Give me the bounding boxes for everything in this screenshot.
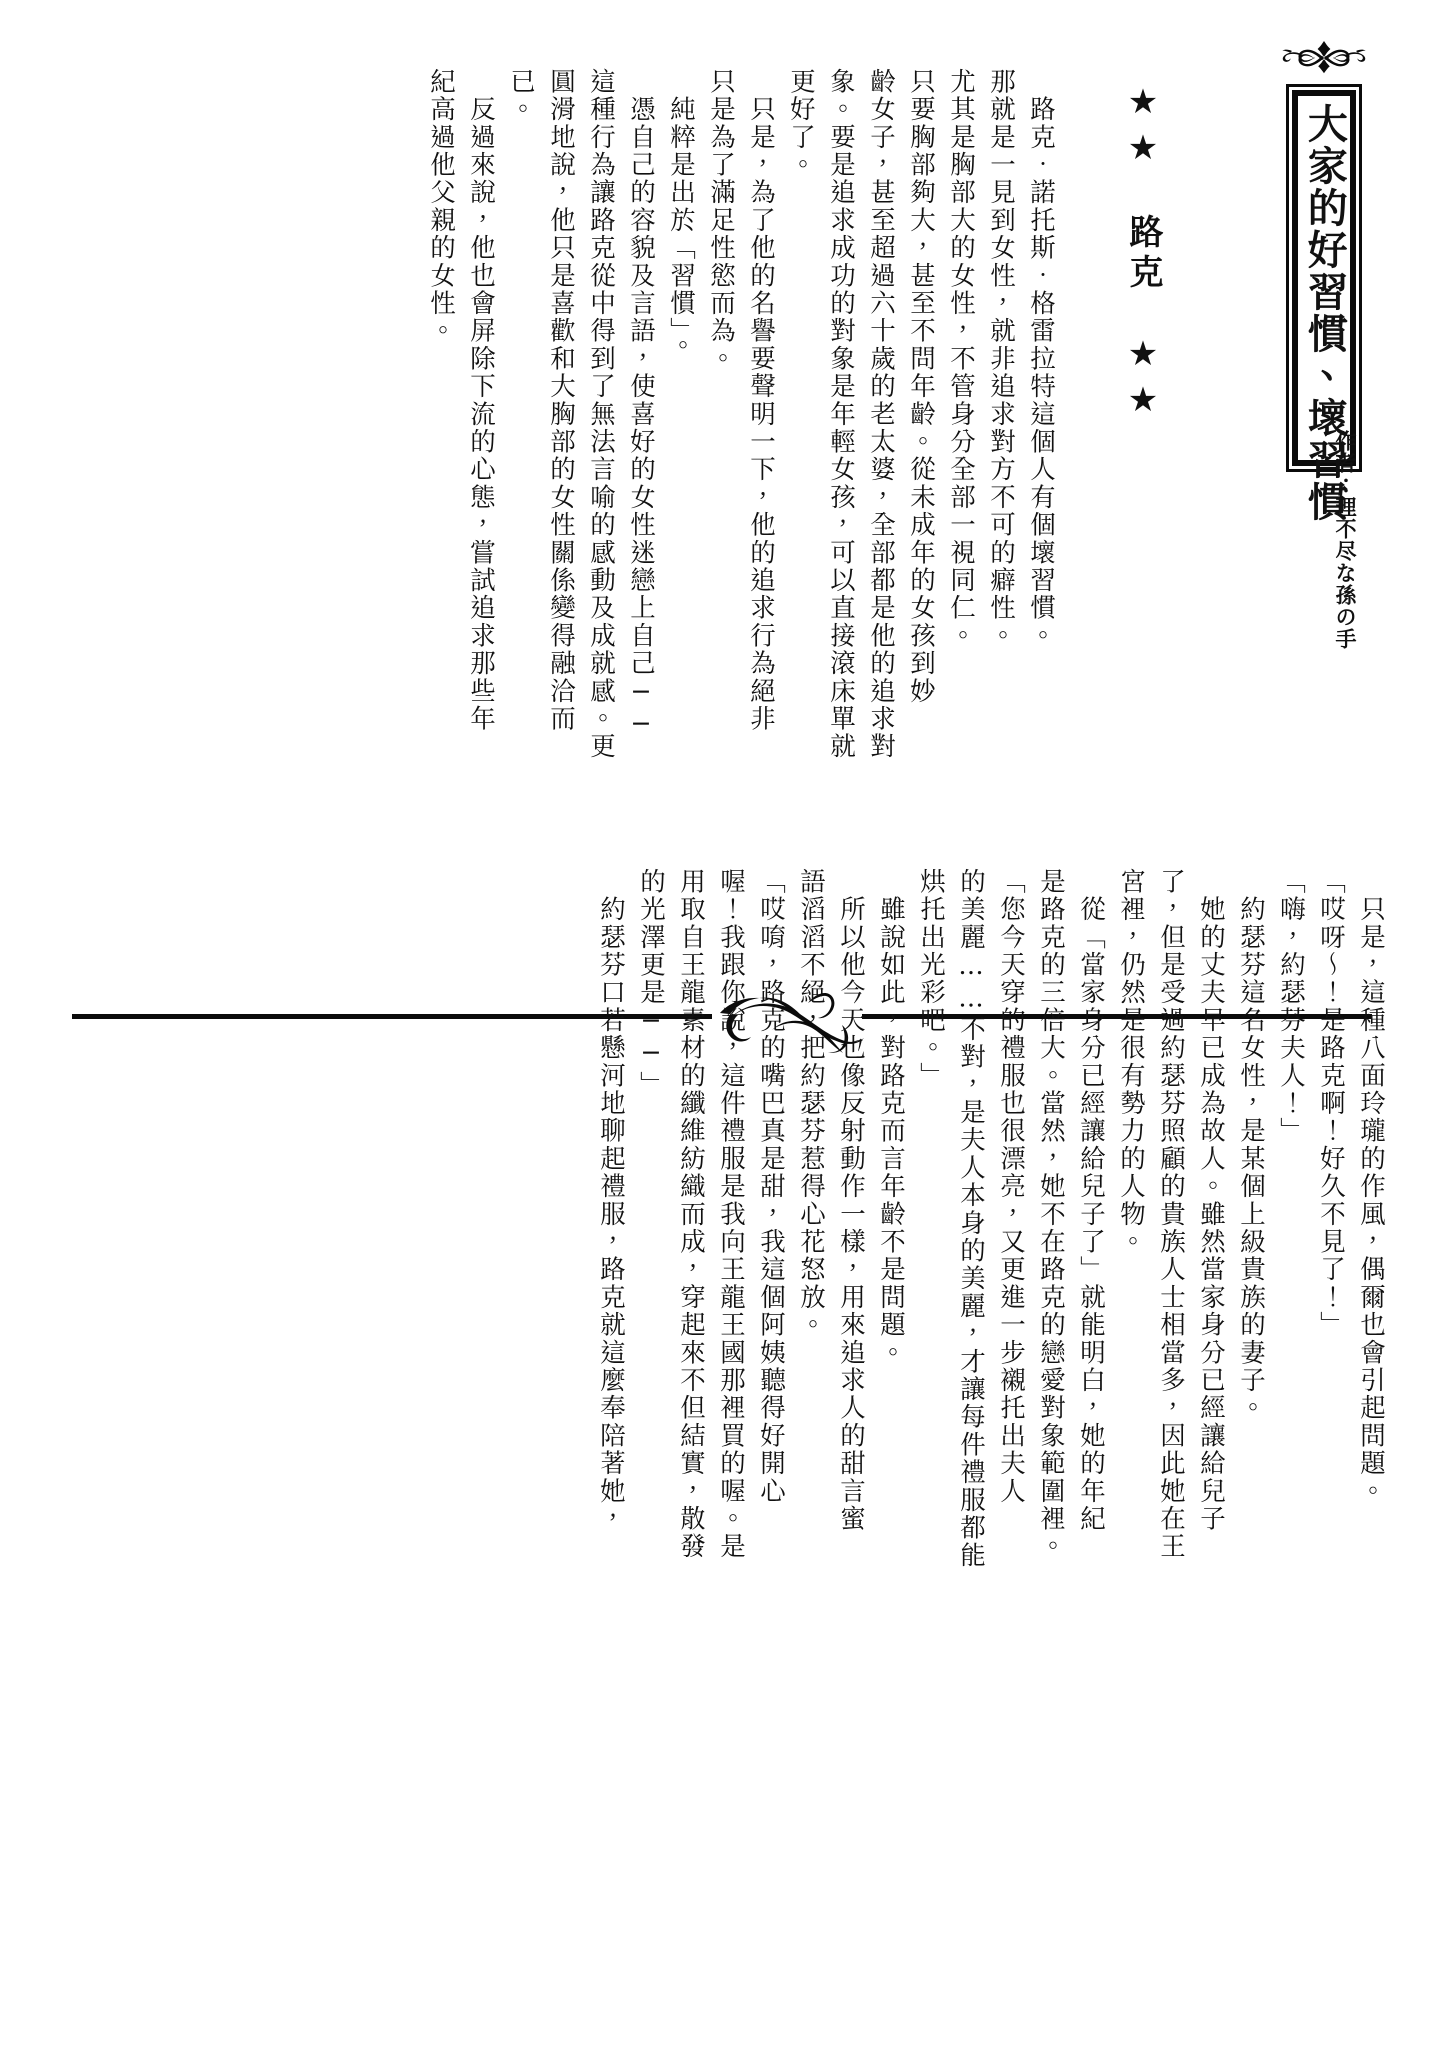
text-column: 語滔滔不絕，把約瑟芬惹得心花怒放。 xyxy=(796,868,826,1339)
author-byline: 作者：理不尽な孫の手 xyxy=(1333,430,1357,650)
text-column: 宮裡，仍然是很有勢力的人物。 xyxy=(1116,868,1146,1256)
title-frame xyxy=(1286,84,1363,523)
text-column: 她的丈夫早已成為故人。雖然當家身分已經讓給兒子 xyxy=(1196,868,1226,1533)
section-heading-luke: ★★ 路克 ★★ xyxy=(1123,82,1163,426)
title-frame-inner xyxy=(1292,90,1357,523)
title-block xyxy=(1265,38,1383,523)
text-column: 憑自己的容貌及言語，使喜好的女性迷戀上自己── xyxy=(626,68,656,742)
text-column: 「嗨，約瑟芬夫人！」 xyxy=(1276,868,1306,1145)
text-column: 象。要是追求成功的對象是年輕女孩，可以直接滾床單就 xyxy=(826,68,856,761)
text-column: 路克‧諾托斯‧格雷拉特這個人有個壞習慣。 xyxy=(1026,68,1056,650)
text-column: 「哎唷，路克的嘴巴真是甜，我這個阿姨聽得好開心 xyxy=(756,868,786,1506)
text-column: 更好了。 xyxy=(786,68,816,179)
text-column: 反過來說，他也會屏除下流的心態，嘗試追求那些年 xyxy=(466,68,496,733)
text-column: 只是為了滿足性慾而為。 xyxy=(706,68,736,373)
flourish-ornament-icon xyxy=(1268,38,1380,78)
text-column: 圓滑地說，他只是喜歡和大胸部的女性關係變得融洽而 xyxy=(546,68,576,733)
text-column: 雖說如此，對路克而言年齡不是問題。 xyxy=(876,868,906,1367)
text-column: 已。 xyxy=(506,68,536,124)
text-column: 只是，為了他的名譽要聲明一下，他的追求行為絕非 xyxy=(746,68,776,733)
text-column: 這種行為讓路克從中得到了無法言喻的感動及成就感。更 xyxy=(586,68,616,761)
text-column: 那就是一見到女性，就非追求對方不可的癖性。 xyxy=(986,68,1016,650)
text-column: 所以他今天也像反射動作一樣，用來追求人的甜言蜜 xyxy=(836,868,866,1533)
text-column: 「您今天穿的禮服也很漂亮，又更進一步襯托出夫人 xyxy=(996,868,1026,1506)
text-column: 用取自王龍素材的纖維紡織而成，穿起來不但結實，散發 xyxy=(676,868,706,1561)
page-title: 大家的好習慣、壞習慣 xyxy=(1301,103,1348,523)
text-column: 喔！我跟你說，這件禮服是我向王龍王國那裡買的喔。是 xyxy=(716,868,746,1561)
text-column: 紀高過他父親的女性。 xyxy=(426,68,456,345)
text-column: 只要胸部夠大，甚至不問年齡。從未成年的女孩到妙 xyxy=(906,68,936,706)
text-column: 是路克的三倍大。當然，她不在路克的戀愛對象範圍裡。 xyxy=(1036,868,1066,1561)
text-column: 純粹是出於「習慣」。 xyxy=(666,68,696,360)
text-column: 約瑟芬這名女性，是某個上級貴族的妻子。 xyxy=(1236,868,1266,1422)
text-column: 「哎呀～！是路克啊！好久不見了！」 xyxy=(1316,868,1346,1339)
body-text-section-1 xyxy=(413,68,1056,761)
body-text-section-2 xyxy=(583,868,1386,2018)
text-column: 約瑟芬口若懸河地聊起禮服，路克就這麼奉陪著她， xyxy=(596,868,626,1533)
text-column: 烘托出光彩吧。」 xyxy=(916,868,946,1090)
text-column: 齡女子，甚至超過六十歲的老太婆，全部都是他的追求對 xyxy=(866,68,896,761)
text-column: 的美麗……不對，是夫人本身的美麗，才讓每件禮服都能 xyxy=(956,868,986,1570)
text-column: 尤其是胸部大的女性，不管身分全部一視同仁。 xyxy=(946,68,976,650)
text-column: 從「當家身分已經讓給兒子了」就能明白，她的年紀 xyxy=(1076,868,1106,1533)
text-column: 只是，這種八面玲瓏的作風，偶爾也會引起問題。 xyxy=(1356,868,1386,1506)
text-column: 的光澤更是──」 xyxy=(636,868,666,1099)
text-column: 了，但是受過約瑟芬照顧的貴族人士相當多，因此她在王 xyxy=(1156,868,1186,1561)
